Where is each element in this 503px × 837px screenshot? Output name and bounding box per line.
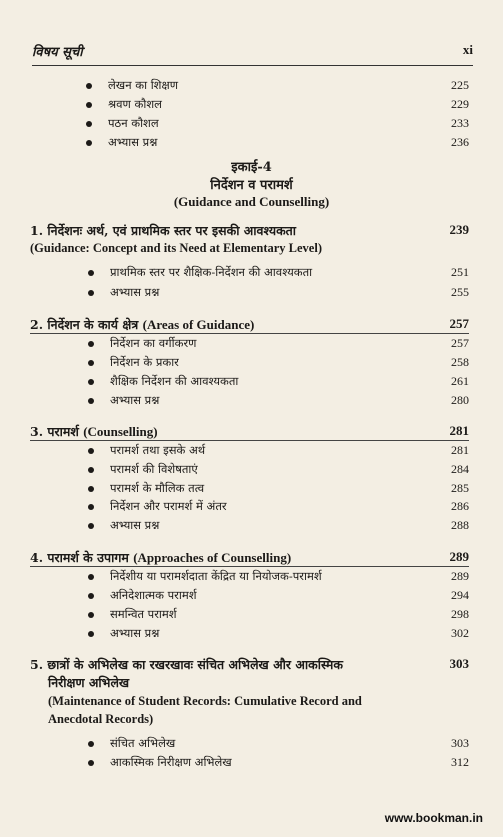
bullet-icon bbox=[88, 631, 94, 637]
list-item bbox=[30, 518, 469, 536]
list-item bbox=[68, 135, 469, 153]
list-item bbox=[30, 569, 469, 587]
section-heading-english-line2: Anecdotal Records) bbox=[48, 712, 154, 726]
bullet-icon bbox=[88, 360, 94, 366]
item-page: 255 bbox=[451, 285, 469, 299]
item-page: 257 bbox=[451, 336, 469, 350]
list-item bbox=[30, 355, 469, 373]
section-rule bbox=[30, 566, 469, 567]
item-label: परामर्श के मौलिक तत्व bbox=[110, 481, 205, 495]
section-page: 281 bbox=[449, 423, 469, 438]
bullet-icon bbox=[88, 398, 94, 404]
item-label: निर्देशीय या परामर्शदाता केंद्रित या नियोजक-परामर्श bbox=[110, 569, 322, 583]
list-item bbox=[68, 116, 469, 134]
section-rule bbox=[30, 333, 469, 334]
item-page: 225 bbox=[451, 78, 469, 92]
section-heading-english: (Maintenance of Student Records: Cumulative Record and bbox=[48, 694, 362, 708]
item-page: 258 bbox=[451, 355, 469, 369]
item-label: श्रवण कौशल bbox=[108, 97, 162, 111]
bullet-icon bbox=[88, 290, 94, 296]
bullet-icon bbox=[88, 574, 94, 580]
list-item bbox=[30, 755, 469, 773]
list-item bbox=[30, 481, 469, 499]
list-item bbox=[30, 393, 469, 411]
section-heading: 3. परामर्श (Counselling) bbox=[30, 424, 158, 439]
list-item bbox=[30, 626, 469, 644]
list-item bbox=[30, 443, 469, 461]
item-label: लेखन का शिक्षण bbox=[108, 78, 179, 92]
item-label: संचित अभिलेख bbox=[110, 736, 176, 750]
item-label: शैक्षिक निर्देशन की आवश्यकता bbox=[110, 374, 239, 388]
bullet-icon bbox=[88, 341, 94, 347]
item-label: निर्देशन के प्रकार bbox=[110, 355, 179, 369]
section-heading: 1. निर्देशनः अर्थ, एवं प्राथमिक स्तर पर इसकी आवश्यकता bbox=[30, 223, 297, 238]
bullet-icon bbox=[88, 523, 94, 529]
unit-number: इकाई-4 bbox=[231, 160, 272, 175]
section-page: 303 bbox=[449, 656, 469, 671]
item-page: 284 bbox=[451, 462, 469, 476]
item-label: समन्वित परामर्श bbox=[110, 607, 177, 621]
bullet-icon bbox=[88, 270, 94, 276]
list-item bbox=[30, 736, 469, 754]
item-page: 251 bbox=[451, 265, 469, 279]
item-page: 280 bbox=[451, 393, 469, 407]
item-label: निर्देशन का वर्गीकरण bbox=[110, 336, 197, 350]
list-item bbox=[30, 462, 469, 480]
item-page: 294 bbox=[451, 588, 469, 602]
watermark: www.bookman.in bbox=[384, 811, 483, 825]
bullet-icon bbox=[88, 379, 94, 385]
bullet-icon bbox=[88, 593, 94, 599]
section-heading-english: (Guidance: Concept and its Need at Elementary Level) bbox=[30, 241, 322, 255]
item-page: 281 bbox=[451, 443, 469, 457]
unit-title-hindi: निर्देशन व परामर्श bbox=[210, 178, 293, 193]
list-item bbox=[30, 285, 469, 303]
item-page: 298 bbox=[451, 607, 469, 621]
bullet-icon bbox=[88, 504, 94, 510]
list-item bbox=[68, 78, 469, 96]
item-page: 286 bbox=[451, 499, 469, 513]
item-label: परामर्श तथा इसके अर्थ bbox=[110, 443, 206, 457]
list-item bbox=[30, 499, 469, 517]
item-page: 302 bbox=[451, 626, 469, 640]
item-label: अभ्यास प्रश्न bbox=[110, 518, 160, 532]
unit-title-english: (Guidance and Counselling) bbox=[173, 194, 330, 209]
item-label: अभ्यास प्रश्न bbox=[108, 135, 158, 149]
item-label: अभ्यास प्रश्न bbox=[110, 626, 160, 640]
section-heading: 2. निर्देशन के कार्य क्षेत्र (Areas of Guidance) bbox=[30, 317, 255, 332]
list-item bbox=[30, 336, 469, 354]
section-page: 239 bbox=[449, 222, 469, 237]
bullet-icon bbox=[86, 102, 92, 108]
running-title: विषय सूची bbox=[32, 45, 83, 60]
item-label: अभ्यास प्रश्न bbox=[110, 393, 160, 407]
item-page: 289 bbox=[451, 569, 469, 583]
section-heading: 5. छात्रों के अभिलेख का रखरखावः संचित अभिलेख और आकस्मिक bbox=[30, 657, 343, 672]
section-5 bbox=[30, 656, 469, 736]
item-page: 236 bbox=[451, 135, 469, 149]
bullet-icon bbox=[88, 486, 94, 492]
bullet-icon bbox=[88, 612, 94, 618]
item-page: 303 bbox=[451, 736, 469, 750]
list-item bbox=[30, 374, 469, 392]
item-label: पठन कौशल bbox=[108, 116, 159, 130]
item-page: 261 bbox=[451, 374, 469, 388]
bullet-icon bbox=[86, 121, 92, 127]
bullet-icon bbox=[88, 448, 94, 454]
item-label: अनिदेशात्मक परामर्श bbox=[110, 588, 197, 602]
list-item bbox=[68, 97, 469, 115]
item-label: अभ्यास प्रश्न bbox=[110, 285, 160, 299]
bullet-icon bbox=[88, 760, 94, 766]
item-label: निर्देशन और परामर्श में अंतर bbox=[110, 499, 227, 513]
list-item bbox=[30, 265, 469, 283]
header-rule bbox=[32, 65, 473, 66]
item-label: आकस्मिक निरीक्षण अभिलेख bbox=[110, 755, 232, 769]
item-page: 312 bbox=[451, 755, 469, 769]
list-item bbox=[30, 607, 469, 625]
section-heading: 4. परामर्श के उपागम (Approaches of Counselling) bbox=[30, 550, 292, 565]
bullet-icon bbox=[88, 741, 94, 747]
list-item bbox=[30, 588, 469, 606]
section-page: 257 bbox=[449, 316, 469, 331]
item-label: परामर्श की विशेषताएं bbox=[110, 462, 198, 476]
item-page: 288 bbox=[451, 518, 469, 532]
bullet-icon bbox=[88, 467, 94, 473]
page-header bbox=[32, 42, 473, 62]
item-page: 229 bbox=[451, 97, 469, 111]
section-page: 289 bbox=[449, 549, 469, 564]
section-rule bbox=[30, 440, 469, 441]
item-page: 285 bbox=[451, 481, 469, 495]
page-number: xi bbox=[462, 42, 473, 57]
item-page: 233 bbox=[451, 116, 469, 130]
item-label: प्राथमिक स्तर पर शैक्षिक-निर्देशन की आवश्यकता bbox=[110, 265, 313, 279]
bullet-icon bbox=[86, 83, 92, 89]
section-heading-line2: निरीक्षण अभिलेख bbox=[48, 675, 130, 690]
bullet-icon bbox=[86, 140, 92, 146]
